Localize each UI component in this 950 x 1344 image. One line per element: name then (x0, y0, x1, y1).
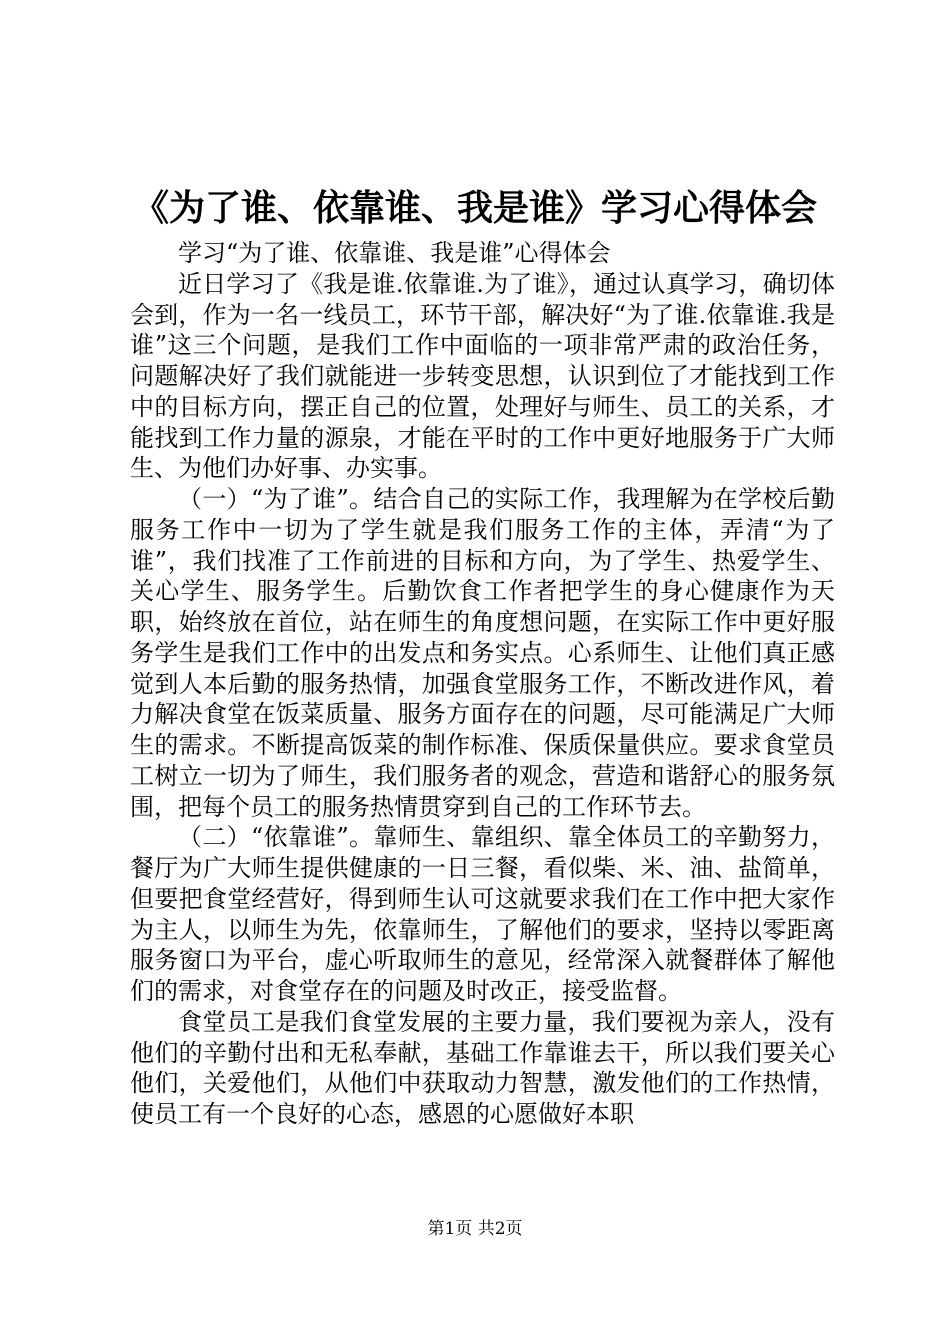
paragraph-staff: 食堂员工是我们食堂发展的主要力量，我们要视为亲人，没有他们的辛勤付出和无私奉献，基础工作靠谁去干，所以我们要关心他们，关爱他们，从他们中获取动力智慧，激发他们的工作热情，使员工有一个良好的心态，感恩的心愿做好本职 (130, 1007, 835, 1128)
page-number-footer: 第1页 共2页 (427, 1219, 523, 1239)
document-subtitle: 学习“为了谁、依靠谁、我是谁”心得体会 (178, 239, 611, 267)
document-title: 《为了谁、依靠谁、我是谁》学习心得体会 (132, 187, 817, 229)
paragraph-intro: 近日学习了《我是谁.依靠谁.为了谁》，通过认真学习，确切体会到，作为一名一线员工，环节干部，解决好“为了谁.依靠谁.我是谁”这三个问题，是我们工作中面临的一项非常严肃的政治任务，问题解决好了我们就能进一步转变思想，认识到位了才能找到工作中的目标方向，摆正自己的位置，处理好与师生、员工的关系，才能找到工作力量的源泉，才能在平时的工作中更好地服务于广大师生、为他们办好事、办实事。 (130, 269, 835, 483)
paragraph-section-one: （一）“为了谁”。结合自己的实际工作，我理解为在学校后勤服务工作中一切为了学生就是我们服务工作的主体，弄清“为了谁”，我们找准了工作前进的目标和方向，为了学生、热爱学生、关心学生、服务学生。后勤饮食工作者把学生的身心健康作为天职，始终放在首位，站在师生的角度想问题，在实际工作中更好服务学生是我们工作中的出发点和务实点。心系师生、让他们真正感觉到人本后勤的服务热情，加强食堂服务工作，不断改进作风，着力解决食堂在饭菜质量、服务方面存在的问题，尽可能满足广大师生的需求。不断提高饭菜的制作标准、保质保量供应。要求食堂员工树立一切为了师生，我们服务者的观念，营造和谐舒心的服务氛围，把每个员工的服务热情贯穿到自己的工作环节去。 (130, 485, 835, 821)
document-body (130, 238, 835, 1130)
paragraph-section-two: （二）“依靠谁”。靠师生、靠组织、靠全体员工的辛勤努力，餐厅为广大师生提供健康的一日三餐，看似柴、米、油、盐简单，但要把食堂经营好，得到师生认可这就要求我们在工作中把大家作为主人，以师生为先，依靠师生，了解他们的要求，坚持以零距离服务窗口为平台，虚心听取师生的意见，经常深入就餐群体了解他们的需求，对食堂存在的问题及时改正，接受监督。 (130, 823, 835, 1005)
